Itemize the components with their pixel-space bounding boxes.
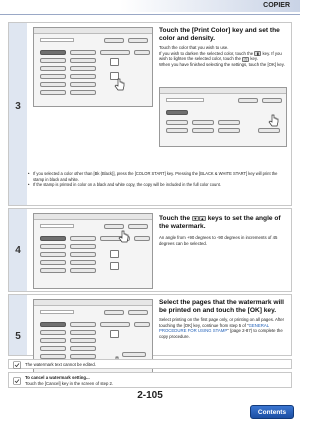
angle-up-key-icon: ▲ <box>200 215 205 221</box>
step-number-column <box>9 295 27 355</box>
step-5 <box>8 294 292 356</box>
step-4 <box>8 208 292 292</box>
step-heading: Select the pages that the watermark will be printed on and touch the [OK] key. <box>159 299 284 314</box>
header-divider <box>0 14 300 15</box>
info-note <box>8 372 292 388</box>
note-icon <box>13 361 21 369</box>
step-3 <box>8 22 292 206</box>
page-number: 2-105 <box>137 390 163 401</box>
step-number-column <box>9 209 27 291</box>
pointer-hand-icon <box>118 230 129 244</box>
contents-button[interactable]: Contents <box>250 405 294 419</box>
darken-key-icon: ▮ <box>254 51 261 56</box>
pointer-hand-icon <box>114 78 125 92</box>
step-body: An angle from +90 degrees to -90 degrees in increments of 45 degrees can be selected. <box>159 235 278 246</box>
info-text <box>25 362 285 368</box>
density-screen-illustration <box>159 87 287 147</box>
pointer-hand-icon <box>268 114 279 128</box>
step-heading: Touch the [Print Color] key and set the color and density. <box>159 27 280 42</box>
angle-screen-illustration <box>33 213 153 289</box>
step-number-column <box>9 23 27 205</box>
info-note <box>8 359 292 369</box>
step-body: Touch the color that you wish to use. If you wish to darken the selected color, touch the ▮ key. If you wish to lighten the selected color, touch the ▯ key. When you have finished selecting the settings, touch the [OK] key. <box>159 45 285 68</box>
note-item: • If you selected a color other than [Bk (Black)], press the [COLOR START] key. Pressing the [BLACK & WHITE START] key will print the stamp in black and white. <box>28 171 287 182</box>
note-item: • If the stamp is printed in color on a black and white copy, the copy will be included in the full color count. <box>28 182 287 188</box>
step-body: Select printing on the first page only, or printing on all pages. After touching the [OK] key, continue from step 5 of "GENERAL PROCEDURE FOR USING STAMP" (page 2-87) to complete the copy procedure. <box>159 317 285 340</box>
general-procedure-link[interactable]: GENERAL PROCEDURE FOR USING STAMP <box>159 322 269 334</box>
note-icon <box>13 377 21 385</box>
step-number: 3 <box>15 101 21 112</box>
step-heading: Touch the ▼ ▲ keys to set the angle of the watermark. <box>159 215 281 230</box>
section-title: COPIER <box>263 2 290 9</box>
info-body: The watermark text cannot be edited. <box>25 362 96 367</box>
step-number: 4 <box>15 245 21 256</box>
info-body: Touch the [Cancel] key in the screen of step 2. <box>25 380 114 386</box>
header-bar <box>0 0 300 12</box>
step-number: 5 <box>15 331 21 342</box>
angle-down-key-icon: ▼ <box>193 215 198 221</box>
lighten-key-icon: ▯ <box>242 57 249 62</box>
print-color-screen-illustration <box>33 27 153 107</box>
step-notes <box>28 171 287 188</box>
info-title: To cancel a watermark setting... <box>25 375 90 380</box>
info-text <box>25 375 285 386</box>
